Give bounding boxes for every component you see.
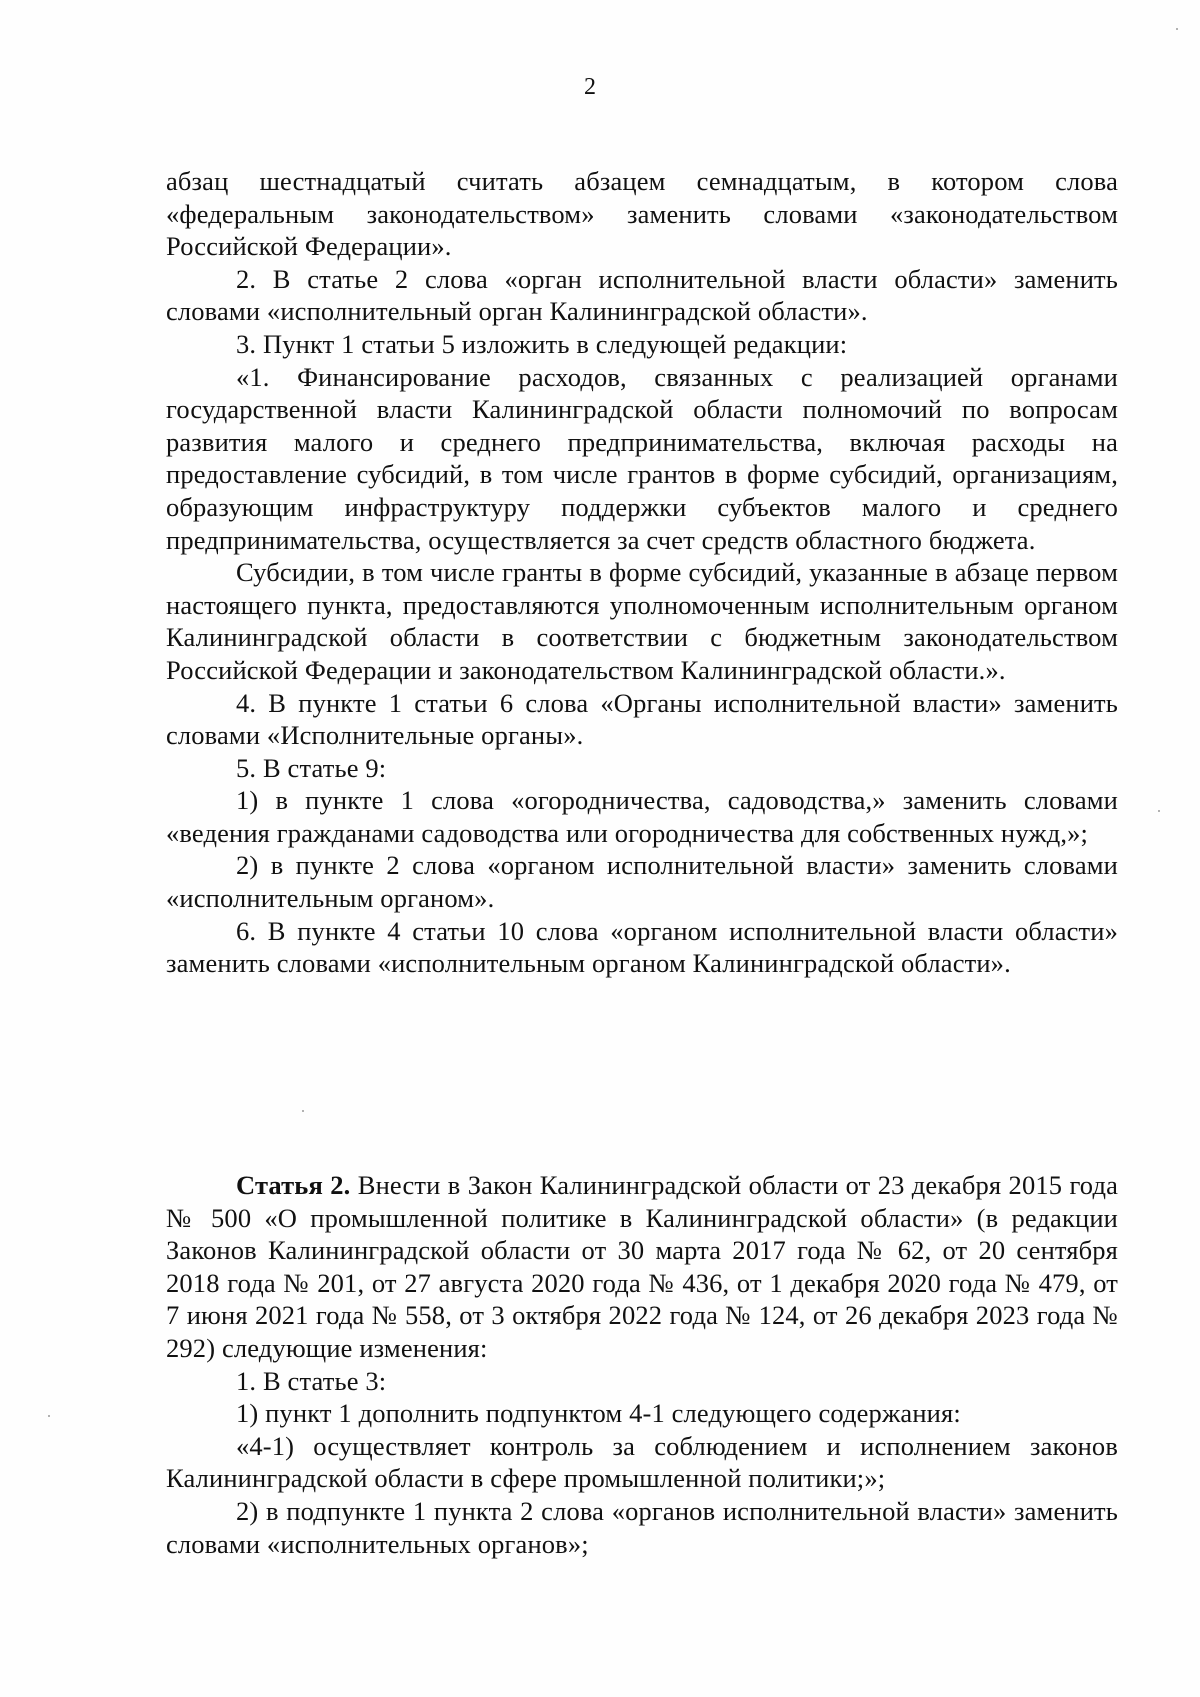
paragraph: 1. В статье 3: <box>236 1365 387 1396</box>
paragraph: абзац шестнадцатый считать абзацем семнадцатым, в котором слова «федеральным законодательством» заменить словами «законодательством Российской Федерации». <box>166 166 1118 262</box>
paragraph: 1) в пункте 1 слова «огородничества, садоводства,» заменить словами «ведения гражданами садоводства или огородничества для собственных нужд,»; <box>166 785 1118 848</box>
paragraph: 1) пункт 1 дополнить подпунктом 4-1 следующего содержания: <box>236 1398 961 1429</box>
paragraph: 6. В пункте 4 статьи 10 слова «органом исполнительной власти области» заменить словами «исполнительным органом Калининградской области». <box>166 915 1118 979</box>
scan-speck <box>1176 28 1178 30</box>
paragraph: 3. Пункт 1 статьи 5 изложить в следующей редакции: <box>236 328 848 359</box>
paragraph: 2) в подпункте 1 пункта 2 слова «органов исполнительной власти» заменить словами «исполнительных органов»; <box>166 1495 1118 1559</box>
scan-speck <box>302 1110 304 1112</box>
page-number: 2 <box>584 74 596 100</box>
paragraph: 2) в пункте 2 слова «органом исполнительной власти» заменить словами «исполнительным органом». <box>166 850 1118 914</box>
article-label: Статья 2. <box>236 1170 351 1200</box>
paragraph: 5. В статье 9: <box>236 752 387 783</box>
paragraph: «1. Финансирование расходов, связанных с реализацией органами государственной власти Калининградской области полномочий по вопросам развития малого и среднего предпринимательства, включая расходы на предоставление субсидий, в том числе грантов в форме субсидий, организациям, образующим инфраструктуру поддержки субъектов малого и среднего предпринимательства, осуществляется за счет средств областного бюджета. <box>166 361 1118 555</box>
article-2 <box>166 1169 1118 1560</box>
paragraph: 2. В статье 2 слова «орган исполнительной власти области» заменить словами «исполнительный орган Калининградской области». <box>166 263 1118 327</box>
scan-speck <box>1158 810 1160 812</box>
article-text: Внести в Закон Калининградской области от 23 декабря 2015 года № 500 «О промышленной политике в Калининградской области» (в редакции Законов Калининградской области от 30 марта 2017 года № 62, от 20 сентября 2018 года № 201, от 27 августа 2020 года № 436, от 1 декабря 2020 года № 479, от 7 июня 2021 года № 558, от 3 октября 2022 года № 124, от 26 декабря 2023 года № 292) следующие изменения: <box>166 1170 1118 1363</box>
amendments-article-1-continued <box>166 165 1118 980</box>
article-2-intro <box>166 1169 1118 1365</box>
paragraph: Субсидии, в том числе гранты в форме субсидий, указанные в абзаце первом настоящего пункта, предоставляются уполномоченным исполнительным органом Калининградской области в соответствии с бюджетным законодательством Российской Федерации и законодательством Калининградской области.». <box>166 557 1118 685</box>
scan-speck <box>48 1415 50 1417</box>
paragraph: «4-1) осуществляет контроль за соблюдением и исполнением законов Калининградской области в сфере промышленной политики;»; <box>166 1430 1118 1494</box>
paragraph: 4. В пункте 1 статьи 6 слова «Органы исполнительной власти» заменить словами «Исполнительные органы». <box>166 687 1118 751</box>
